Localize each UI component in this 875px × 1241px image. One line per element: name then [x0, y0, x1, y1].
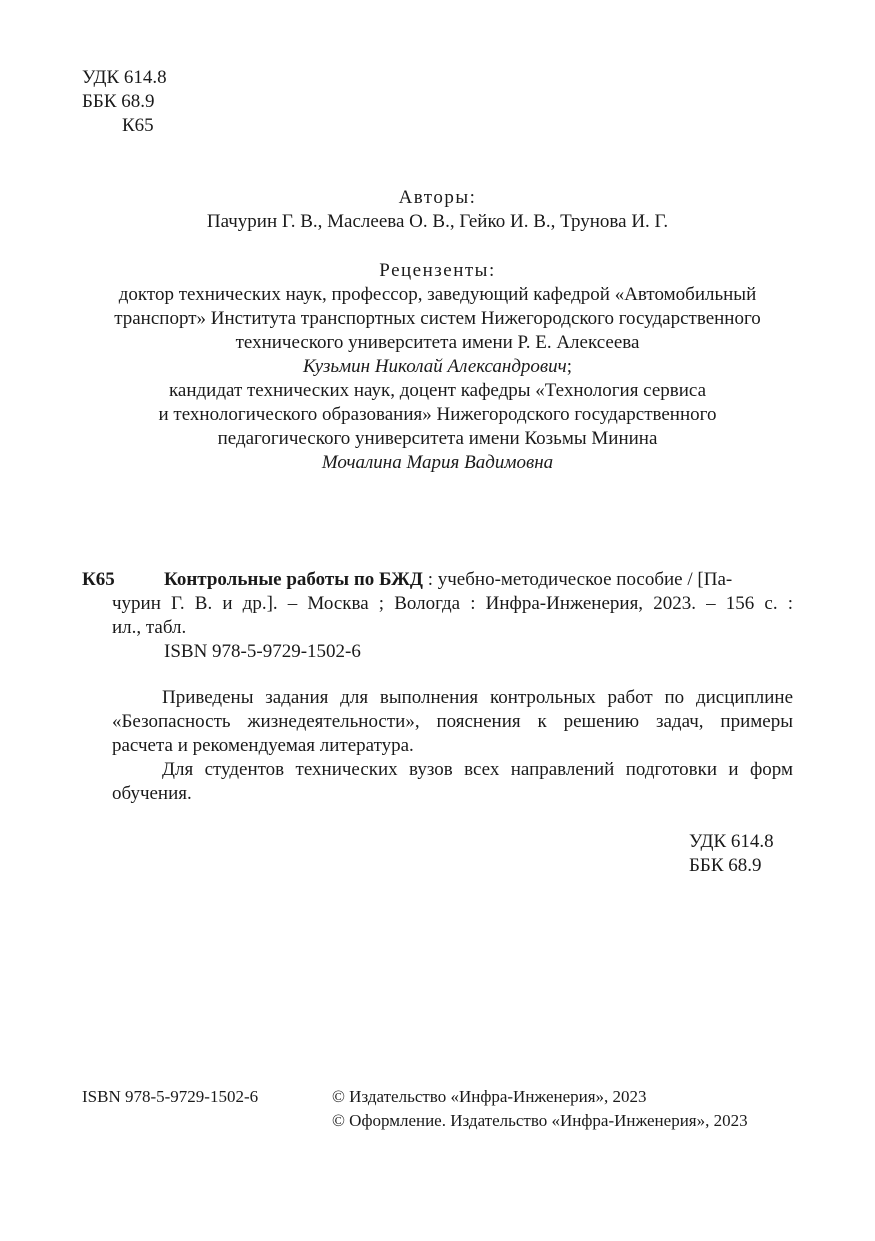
- annotation-line: расчета и рекомендуемая литература.: [112, 735, 414, 756]
- catalog-line-1: [82, 568, 793, 592]
- udk-code: УДК 614.8: [82, 67, 167, 88]
- reviewer2-line: кандидат технических наук, доцент кафедры «Технология сервиса: [168, 380, 707, 401]
- catalog-isbn: ISBN 978-5-9729-1502-6: [164, 641, 361, 662]
- reviewers-block: [0, 259, 875, 475]
- reviewer1-line: транспорт» Института транспортных систем Нижегородского государственного: [114, 308, 761, 329]
- catalog-line-2: чурин Г. В. и др.]. – Москва ; Вологда : Инфра-Инженерия, 2023. – 156 с. :: [112, 593, 793, 614]
- annotation-line: Для студентов технических вузов всех направлений подготовки и форм: [162, 759, 793, 780]
- copyright-publisher: © Издательство «Инфра-Инженерия», 2023: [332, 1087, 647, 1106]
- footer-isbn: ISBN 978-5-9729-1502-6: [82, 1087, 259, 1106]
- bbk-code: ББК 68.9: [82, 91, 155, 112]
- annotation-line: Приведены задания для выполнения контрольных работ по дисциплине: [162, 687, 793, 708]
- annotation-line: обучения.: [112, 783, 192, 804]
- author-sign: К65: [122, 115, 154, 136]
- reviewer1-name-line: [0, 355, 875, 379]
- catalog-line-3: ил., табл.: [112, 617, 187, 638]
- reviewer2-name: Мочалина Мария Вадимовна: [321, 452, 554, 473]
- reviewer2-line: педагогического университета имени Козьмы Минина: [217, 428, 658, 449]
- annotation-line: «Безопасность жизнедеятельности», пояснения к решению задач, примеры: [112, 711, 793, 732]
- catalog-line1-rest: : учебно-методическое пособие / [Па-: [422, 569, 733, 590]
- authors-heading: Авторы:: [398, 187, 477, 208]
- classification-block: [82, 66, 167, 138]
- reviewer1-line: технического университета имени Р. Е. Алексеева: [235, 332, 640, 353]
- footer-copyright: [332, 1085, 748, 1133]
- reviewer1-name: Кузьмин Николай Александрович: [302, 356, 567, 377]
- annotation: [112, 686, 793, 806]
- reviewer1-line: доктор технических наук, профессор, заведующий кафедрой «Автомобильный: [118, 284, 757, 305]
- reviewer2-line: и технологического образования» Нижегородского государственного: [158, 404, 717, 425]
- reviewer1-separator: ;: [566, 356, 573, 377]
- reviewers-heading: Рецензенты:: [379, 260, 496, 281]
- catalog-title: Контрольные работы по БЖД: [164, 569, 423, 590]
- udk-code-bottom: УДК 614.8: [689, 831, 774, 852]
- bbk-code-bottom: ББК 68.9: [689, 855, 762, 876]
- catalog-code: К65: [82, 569, 115, 590]
- authors-block: [0, 186, 875, 234]
- catalog-record: [82, 568, 793, 664]
- copyright-design: © Оформление. Издательство «Инфра-Инженерия», 2023: [332, 1111, 748, 1130]
- authors-names: Пачурин Г. В., Маслеева О. В., Гейко И. В., Трунова И. Г.: [206, 211, 669, 232]
- classification-bottom: [689, 830, 774, 878]
